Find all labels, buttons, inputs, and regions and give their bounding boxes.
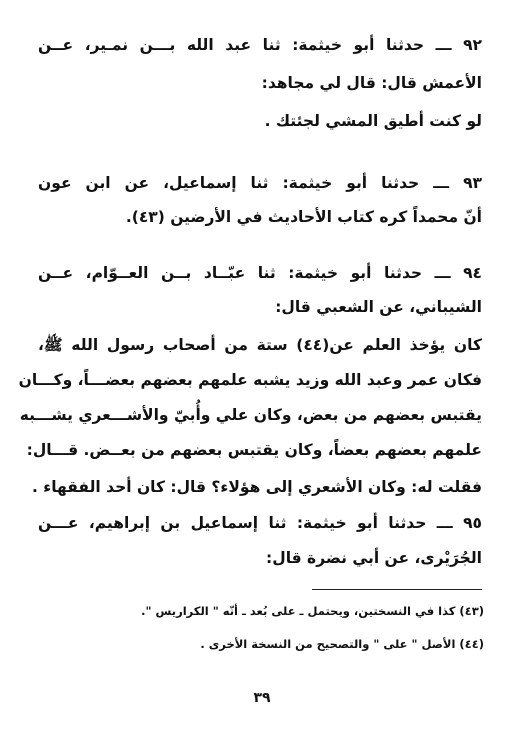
text-line: ٩٣ ـــ حدثنا أبو خيثمة: ثنا إسماعيل، عن ابن عون <box>38 174 482 192</box>
page-number: ٣٩ <box>253 690 271 706</box>
text-line: علمهم بعضهم بعضاً، وكان يقتبس بعضهم من بعــض. قـــال: <box>26 441 482 459</box>
text-line: يقتبس بعضهم من بعض، وكان علي وأُبيّ والأشـــعري يشـــبه <box>19 406 482 424</box>
text-line: فكان عمر وعبد الله وزيد يشبه علمهم بعضهم بعضـــاً، وكـــان <box>18 371 482 389</box>
text-line: ٩٥ ـــ حدثنا أبو خيثمة: ثنا إسماعيل بن إبراهيم، عـــن <box>38 514 482 532</box>
footnote-separator <box>312 589 482 590</box>
text-line: الجُرَيْرى، عن أبي نضرة قال: <box>266 549 482 567</box>
footnote: (٤٤) الأصل " على " والتصحيح من النسخة الأخرى . <box>200 637 484 651</box>
text-line: كان يؤخذ العلم عن(٤٤) ستة من أصحاب رسول الله ﷺ، <box>38 336 482 354</box>
text-line: فقلت له: وكان الأشعري إلى هؤلاء؟ قال: كان أحد الفقهاء . <box>32 478 482 496</box>
text-line: ٩٤ ـــ حدثنا أبو خيثمة: ثنا عبّــاد بــن العــوّام، عــن <box>38 264 482 282</box>
text-line: ٩٢ ـــ حدثنا أبو خيثمة: ثنا عبد الله بـــن نمـير، عــن <box>38 36 482 54</box>
text-line: الأعمش قال: قال لي مجاهد: <box>261 74 482 92</box>
footnote: (٤٣) كذا في النسختين، ويحتمل ـ على بُعد ـ أنّه " الكراريس ". <box>141 604 484 618</box>
text-line: الشيباني، عن الشعبي قال: <box>275 298 482 316</box>
text-line: لو كنت أطيق المشي لجئتك . <box>264 112 482 130</box>
text-line: أنّ محمداً كره كتاب الأحاديث في الأرضين (٤٣). <box>125 208 482 226</box>
